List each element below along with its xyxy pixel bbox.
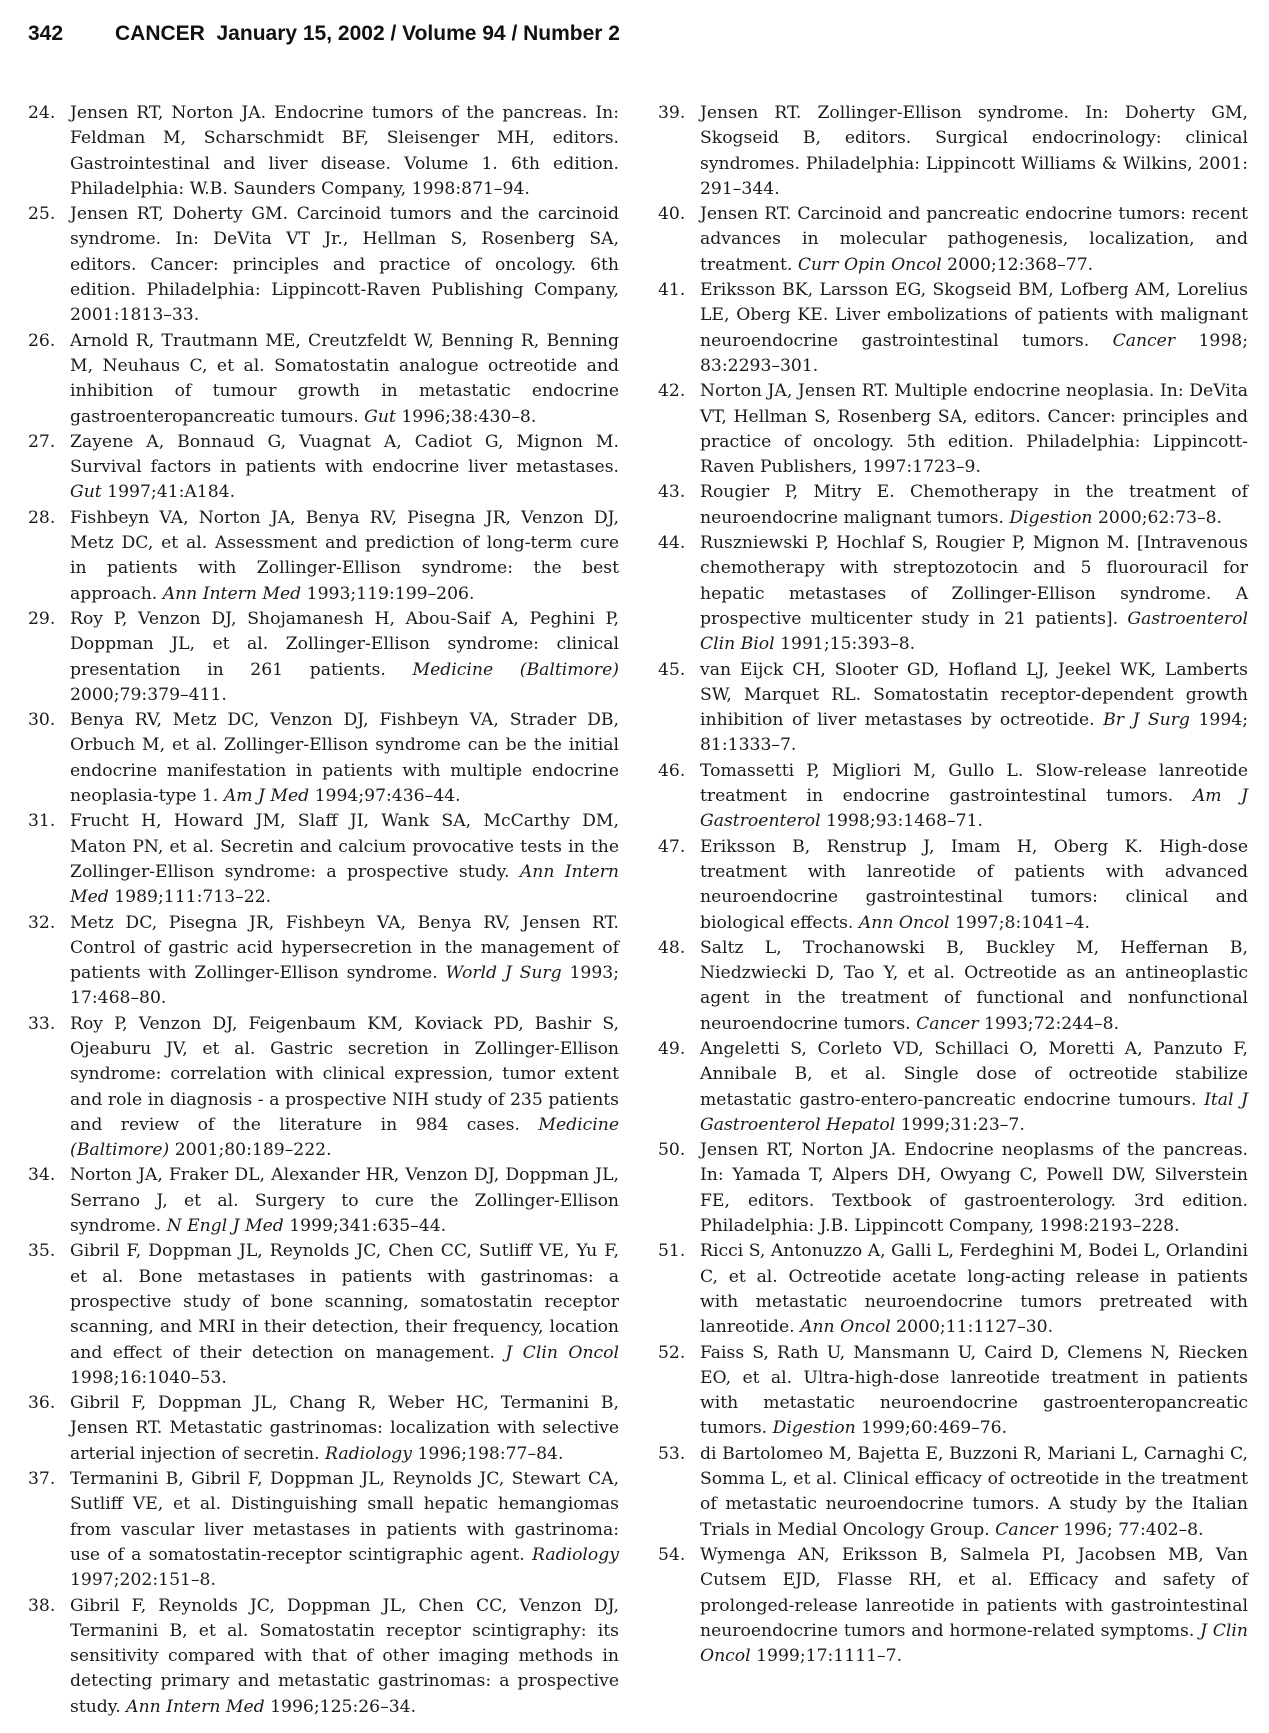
reference-entry bbox=[28, 1163, 619, 1239]
running-header bbox=[28, 22, 620, 46]
reference-citation: 1998;16:1040–53. bbox=[70, 1367, 227, 1388]
reference-entry bbox=[28, 708, 619, 809]
reference-text: Gibril F, Reynolds JC, Doppman JL, Chen CC, Venzon DJ, Termanini B, et al. Somatostatin receptor scintigraphy: its sensitivity compared with that of other imaging methods in detecting primary and metastatic gastrinomas: a prospective study. bbox=[70, 1595, 619, 1717]
reference-journal: Ann Intern Med bbox=[126, 1696, 265, 1717]
reference-journal: Digestion bbox=[772, 1418, 856, 1439]
reference-text: Ruszniewski P, Hochlaf S, Rougier P, Mignon M. [Intravenous chemotherapy with streptozotocin and 5 fluorouracil for hepatic metastases of Zollinger-Ellison syndrome. A prospective multicenter study in 21 patients]. bbox=[700, 533, 1248, 629]
reference-entry bbox=[658, 101, 1248, 202]
reference-journal: Gut bbox=[70, 482, 102, 503]
reference-number: 45. bbox=[658, 659, 686, 680]
reference-text: Termanini B, Gibril F, Doppman JL, Reynolds JC, Stewart CA, Sutliff VE, et al. Distinguishing small hepatic hemangiomas from vascular liver metastases in patients with gastrinoma: use of a somatostatin-receptor scintigraphic agent. bbox=[70, 1469, 619, 1565]
reference-text: Roy P, Venzon DJ, Shojamanesh H, Abou-Saif A, Peghini P, Doppman JL, et al. Zollinger-Ellison syndrome: clinical presentation in 261 patients. bbox=[70, 608, 619, 680]
reference-number: 31. bbox=[28, 811, 56, 832]
reference-citation: 2001;80:189–222. bbox=[169, 1140, 332, 1161]
reference-citation: 1993; 17:468–80. bbox=[70, 963, 619, 1009]
reference-journal: Gut bbox=[364, 406, 396, 427]
reference-number: 47. bbox=[658, 836, 686, 857]
reference-citation: 1991;15:393–8. bbox=[774, 634, 916, 655]
reference-number: 28. bbox=[28, 507, 56, 528]
reference-citation: 1999;60:469–76. bbox=[855, 1418, 1008, 1439]
reference-entry bbox=[28, 1594, 619, 1720]
reference-number: 35. bbox=[28, 1241, 56, 1262]
reference-entry bbox=[658, 835, 1248, 936]
reference-text: Wymenga AN, Eriksson B, Salmela PI, Jacobsen MB, Van Cutsem EJD, Flasse RH, et al. Efficacy and safety of prolonged-release lanreotide in patients with gastrointestinal neuroendocrine tumors and hormone-related symptoms. bbox=[700, 1544, 1248, 1641]
reference-citation: 1999;31:23–7. bbox=[895, 1114, 1025, 1135]
reference-text: Jensen RT, Doherty GM. Carcinoid tumors and the carcinoid syndrome. In: DeVita VT Jr., Hellman S, Rosenberg SA, editors. Cancer: principles and practice of oncology. 6th edition. Philadelphia: Lippincott-Raven Publishing Company, 2001:1813–33. bbox=[70, 204, 619, 326]
reference-citation: 1996; 77:402–8. bbox=[1057, 1519, 1204, 1540]
reference-entry bbox=[658, 1341, 1248, 1442]
reference-entry bbox=[658, 379, 1248, 480]
reference-citation: 1994; 81:1333–7. bbox=[700, 710, 1248, 756]
reference-citation: 1994;97:436–44. bbox=[309, 786, 461, 807]
reference-number: 36. bbox=[28, 1393, 56, 1414]
reference-number: 38. bbox=[28, 1595, 56, 1616]
reference-number: 30. bbox=[28, 710, 56, 731]
reference-number: 33. bbox=[28, 1013, 56, 1034]
reference-number: 44. bbox=[658, 533, 686, 554]
reference-citation: 2000;11:1127–30. bbox=[890, 1317, 1054, 1338]
reference-text: Eriksson BK, Larsson EG, Skogseid BM, Lofberg AM, Lorelius LE, Oberg KE. Liver embolizations of patients with malignant neuroendocrine gastrointestinal tumors. bbox=[700, 280, 1248, 351]
reference-entry bbox=[658, 936, 1248, 1037]
reference-journal: Medicine (Baltimore) bbox=[412, 659, 619, 680]
reference-journal: World J Surg bbox=[445, 963, 562, 984]
reference-journal: Curr Opin Oncol bbox=[797, 254, 942, 275]
reference-journal: Am J Gastroenterol bbox=[700, 786, 1248, 832]
reference-number: 50. bbox=[658, 1140, 686, 1161]
reference-entry bbox=[28, 809, 619, 910]
reference-text: Roy P, Venzon DJ, Feigenbaum KM, Koviack PD, Bashir S, Ojeaburu JV, et al. Gastric secretion in Zollinger-Ellison syndrome: correlation with clinical expression, tumor extent and role in diagnosis - a prospective NIH study of 235 patients and review of the literature in 984 cases. bbox=[70, 1013, 619, 1135]
reference-text: Norton JA, Jensen RT. Multiple endocrine neoplasia. In: DeVita VT, Hellman S, Rosenberg SA, editors. Cancer: principles and practice of oncology. 5th edition. Philadelphia: Lippincott-Raven Publishers, 1997:1723–9. bbox=[700, 381, 1248, 478]
reference-journal: J Clin Oncol bbox=[505, 1342, 620, 1363]
reference-citation: 1997;8:1041–4. bbox=[949, 912, 1090, 933]
reference-number: 54. bbox=[658, 1544, 686, 1565]
reference-citation: 2000;12:368–77. bbox=[941, 254, 1094, 275]
reference-citation: 1993;72:244–8. bbox=[978, 1013, 1120, 1034]
reference-journal: J Clin Oncol bbox=[700, 1620, 1248, 1667]
reference-citation: 1998; 83:2293–301. bbox=[700, 330, 1249, 376]
reference-entry bbox=[28, 1467, 619, 1593]
reference-number: 25. bbox=[28, 204, 56, 225]
reference-entry bbox=[28, 430, 619, 506]
reference-text: Eriksson B, Renstrup J, Imam H, Oberg K. High-dose treatment with lanreotide of patients with advanced neuroendocrine gastrointestinal tumors: clinical and biological effects. bbox=[700, 836, 1248, 933]
reference-text: Jensen RT, Norton JA. Endocrine tumors of the pancreas. In: Feldman M, Scharschmidt BF, Sleisenger MH, editors. Gastrointestinal and liver disease. Volume 1. 6th edition. Philadelphia: W.B. Saunders Company, 1998:871–94. bbox=[70, 103, 619, 199]
reference-entry bbox=[28, 607, 619, 708]
reference-citation: 1993;119:199–206. bbox=[301, 583, 475, 604]
reference-text: Ricci S, Antonuzzo A, Galli L, Ferdeghini M, Bodei L, Orlandini C, et al. Octreotide acetate long-acting release in patients with metastatic neuroendocrine tumors pretreated with lanreotide. bbox=[700, 1241, 1248, 1338]
reference-journal: N Engl J Med bbox=[166, 1216, 284, 1237]
reference-citation: 1997;41:A184. bbox=[101, 482, 236, 503]
reference-number: 52. bbox=[658, 1342, 686, 1363]
reference-citation: 1999;341:635–44. bbox=[283, 1216, 447, 1237]
reference-number: 29. bbox=[28, 608, 56, 629]
reference-entry bbox=[658, 278, 1248, 379]
reference-number: 34. bbox=[28, 1165, 56, 1186]
references-left-column bbox=[28, 101, 619, 1720]
reference-entry bbox=[28, 506, 619, 607]
reference-entry bbox=[658, 759, 1248, 835]
reference-journal: Am J Med bbox=[223, 786, 310, 807]
reference-entry bbox=[658, 1239, 1248, 1340]
reference-journal: Ital J Gastroenterol Hepatol bbox=[700, 1089, 1248, 1135]
reference-number: 46. bbox=[658, 760, 686, 781]
reference-number: 26. bbox=[28, 330, 56, 351]
reference-journal: Ann Oncol bbox=[800, 1317, 891, 1338]
reference-text: Metz DC, Pisegna JR, Fishbeyn VA, Benya RV, Jensen RT. Control of gastric acid hypersecretion in the management of patients with Zollinger-Ellison syndrome. bbox=[70, 912, 619, 984]
reference-citation: 1997;202:151–8. bbox=[70, 1570, 216, 1591]
reference-journal: Medicine (Baltimore) bbox=[70, 1114, 619, 1161]
reference-number: 39. bbox=[658, 103, 686, 123]
reference-journal: Ann Intern Med bbox=[162, 583, 302, 604]
reference-journal: Gastroenterol Clin Biol bbox=[700, 608, 1248, 655]
reference-entry bbox=[658, 1138, 1248, 1239]
reference-text: Tomassetti P, Migliori M, Gullo L. Slow-release lanreotide treatment in endocrine gastrointestinal tumors. bbox=[700, 760, 1248, 807]
reference-entry bbox=[658, 531, 1248, 657]
reference-text: Arnold R, Trautmann ME, Creutzfeldt W, Benning R, Benning M, Neuhaus C, et al. Somatostatin analogue octreotide and inhibition of tumour growth in metastatic endocrine gastroenteropancreatic tumours. bbox=[70, 330, 619, 427]
reference-journal: Cancer bbox=[1112, 330, 1176, 351]
reference-journal: Cancer bbox=[995, 1519, 1058, 1540]
reference-number: 48. bbox=[658, 937, 686, 958]
reference-text: van Eijck CH, Slooter GD, Hofland LJ, Jeekel WK, Lamberts SW, Marquet RL. Somatostatin receptor-dependent growth inhibition of liver metastases by octreotide. bbox=[700, 659, 1248, 731]
reference-text: Fishbeyn VA, Norton JA, Benya RV, Pisegna JR, Venzon DJ, Metz DC, et al. Assessment and prediction of long-term cure in patients with Zollinger-Ellison syndrome: the best approach. bbox=[70, 507, 619, 604]
reference-entry bbox=[658, 202, 1248, 278]
reference-entry bbox=[28, 1391, 619, 1467]
reference-citation: 1996;198:77–84. bbox=[412, 1443, 564, 1464]
reference-entry bbox=[28, 1012, 619, 1164]
reference-journal: Radiology bbox=[532, 1544, 619, 1565]
reference-number: 40. bbox=[658, 204, 686, 225]
reference-number: 41. bbox=[658, 280, 686, 301]
reference-citation: 2000;62:73–8. bbox=[1092, 507, 1223, 528]
reference-citation: 2000;79:379–411. bbox=[70, 684, 227, 705]
reference-number: 24. bbox=[28, 103, 56, 123]
reference-journal: Radiology bbox=[325, 1443, 413, 1464]
reference-text: Benya RV, Metz DC, Venzon DJ, Fishbeyn VA, Strader DB, Orbuch M, et al. Zollinger-Ellison syndrome can be the initial endocrine manifestation in patients with multiple endocrine neoplasia-type 1. bbox=[70, 710, 619, 807]
reference-citation: 1996;125:26–34. bbox=[264, 1696, 417, 1717]
reference-entry bbox=[658, 1543, 1248, 1669]
reference-text: Rougier P, Mitry E. Chemotherapy in the treatment of neuroendocrine malignant tumors. bbox=[700, 482, 1248, 528]
reference-journal: Ann Oncol bbox=[858, 912, 950, 933]
reference-text: Frucht H, Howard JM, Slaff JI, Wank SA, McCarthy DM, Maton PN, et al. Secretin and calcium provocative tests in the Zollinger-Ellison syndrome: a prospective study. bbox=[70, 811, 619, 882]
reference-text: Gibril F, Doppman JL, Reynolds JC, Chen CC, Sutliff VE, Yu F, et al. Bone metastases in patients with gastrinomas: a prospective study of bone scanning, somatostatin receptor scanning, and MRI in their detection, their frequency, location and effect of their detection on management. bbox=[70, 1241, 619, 1363]
reference-number: 37. bbox=[28, 1469, 56, 1490]
reference-citation: 1999;17:1111–7. bbox=[750, 1646, 903, 1667]
reference-citation: 1998;93:1468–71. bbox=[820, 811, 983, 832]
reference-journal: Cancer bbox=[916, 1013, 979, 1034]
reference-text: Faiss S, Rath U, Mansmann U, Caird D, Clemens N, Riecken EO, et al. Ultra-high-dose lanreotide treatment in patients with metastatic neuroendocrine gastroenteropancreatic tumors. bbox=[700, 1342, 1248, 1439]
reference-entry bbox=[658, 1442, 1248, 1543]
reference-text: Jensen RT. Zollinger-Ellison syndrome. In: Doherty GM, Skogseid B, editors. Surgical endocrinology: clinical syndromes. Philadelphia: Lippincott Williams & Wilkins, 2001: 291–344. bbox=[700, 103, 1248, 199]
reference-citation: 1996;38:430–8. bbox=[395, 406, 537, 427]
reference-number: 42. bbox=[658, 381, 686, 402]
reference-entry bbox=[28, 1239, 619, 1391]
reference-journal: Br J Surg bbox=[1103, 710, 1190, 731]
reference-number: 51. bbox=[658, 1241, 686, 1262]
reference-text: Jensen RT. Carcinoid and pancreatic endocrine tumors: recent advances in molecular pathogenesis, localization, and treatment. bbox=[700, 204, 1248, 275]
reference-citation: 1989;111:713–22. bbox=[108, 887, 272, 908]
references-right-column bbox=[658, 101, 1248, 1669]
reference-text: Saltz L, Trochanowski B, Buckley M, Heffernan B, Niedzwiecki D, Tao Y, et al. Octreotide as an antineoplastic agent in the treatment of functional and nonfunctional neuroendocrine tumors. bbox=[700, 937, 1248, 1034]
reference-number: 32. bbox=[28, 912, 56, 933]
reference-entry bbox=[658, 658, 1248, 759]
reference-text: Angeletti S, Corleto VD, Schillaci O, Moretti A, Panzuto F, Annibale B, et al. Single dose of octreotide stabilize metastatic gastro-entero-pancreatic endocrine tumours. bbox=[700, 1038, 1248, 1110]
reference-journal: Ann Intern Med bbox=[70, 861, 619, 908]
reference-journal: Digestion bbox=[1009, 507, 1093, 528]
reference-entry bbox=[658, 1037, 1248, 1138]
reference-entry bbox=[28, 101, 619, 202]
reference-entry bbox=[658, 480, 1248, 531]
reference-number: 53. bbox=[658, 1443, 686, 1464]
reference-text: di Bartolomeo M, Bajetta E, Buzzoni R, Mariani L, Carnaghi C, Somma L, et al. Clinical efficacy of octreotide in the treatment of metastatic neuroendocrine tumors. A study by the Italian Trials in Medial Oncology Group. bbox=[700, 1443, 1248, 1540]
running-title: CANCER January 15, 2002 / Volume 94 / Number 2 bbox=[115, 22, 620, 45]
reference-number: 49. bbox=[658, 1038, 686, 1059]
reference-entry bbox=[28, 911, 619, 1012]
reference-entry bbox=[28, 329, 619, 430]
page-number: 342 bbox=[28, 22, 64, 45]
reference-text: Norton JA, Fraker DL, Alexander HR, Venzon DJ, Doppman JL, Serrano J, et al. Surgery to cure the Zollinger-Ellison syndrome. bbox=[70, 1165, 619, 1237]
reference-entry bbox=[28, 202, 619, 328]
reference-text: Gibril F, Doppman JL, Chang R, Weber HC, Termanini B, Jensen RT. Metastatic gastrinomas: localization with selective arterial injection of secretin. bbox=[70, 1393, 619, 1464]
reference-text: Jensen RT, Norton JA. Endocrine neoplasms of the pancreas. In: Yamada T, Alpers DH, Owyang C, Powell DW, Silverstein FE, editors. Textbook of gastroenterology. 3rd edition. Philadelphia: J.B. Lippincott Company, 1998:2193–228. bbox=[700, 1140, 1248, 1237]
reference-text: Zayene A, Bonnaud G, Vuagnat A, Cadiot G, Mignon M. Survival factors in patients with endocrine liver metastases. bbox=[70, 431, 619, 478]
reference-number: 43. bbox=[658, 482, 686, 503]
reference-number: 27. bbox=[28, 431, 56, 452]
